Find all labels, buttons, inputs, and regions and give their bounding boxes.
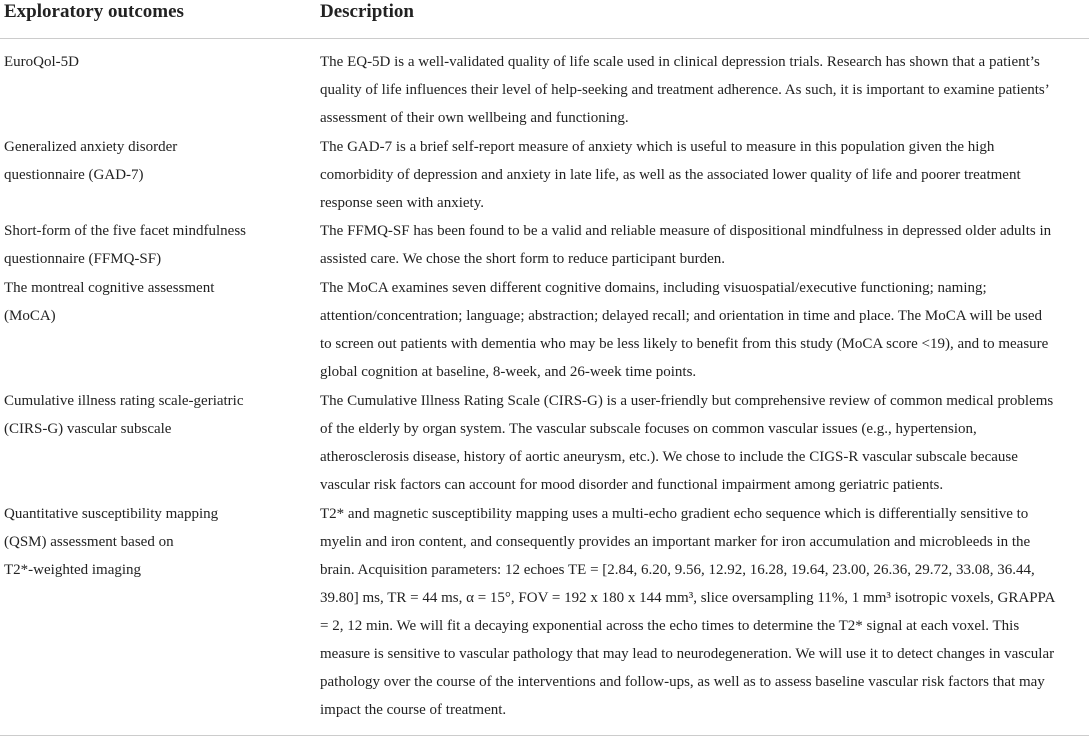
description-cell <box>320 387 1086 499</box>
description-line: 39.80] ms, TR = 44 ms, α = 15°, FOV = 192 x 180 x 144 mm³, slice oversampling 11%, 1 mm³ isotropic voxels, GRAPPA <box>320 590 1056 606</box>
outcome-cell <box>4 133 304 189</box>
description-line: myelin and iron content, and consequently provides an important marker for iron accumulation and microbleeds in the <box>320 534 1031 550</box>
outcome-line: Cumulative illness rating scale-geriatric <box>4 393 244 409</box>
description-line: The FFMQ-SF has been found to be a valid and reliable measure of dispositional mindfulness in depressed older adults in <box>320 223 1052 239</box>
description-line: pathology over the course of the interventions and follow-ups, as well as to assess baseline vascular risk factors that may <box>320 674 1045 690</box>
outcome-line: questionnaire (FFMQ-SF) <box>4 251 162 267</box>
description-line: T2* and magnetic susceptibility mapping uses a multi-echo gradient echo sequence which is differentially sensitive to <box>320 506 1029 522</box>
outcome-line: questionnaire (GAD-7) <box>4 167 144 183</box>
description-line: The EQ-5D is a well-validated quality of life scale used in clinical depression trials. Research has shown that a patient’s <box>320 54 1040 70</box>
description-line: atherosclerosis disease, history of aortic aneurysm, etc.). We chose to include the CIGS-R vascular subscale because <box>320 449 1018 465</box>
header-exploratory-outcomes: Exploratory outcomes <box>4 1 184 22</box>
outcome-line: (QSM) assessment based on <box>4 534 174 550</box>
description-line: vascular risk factors can account for mood disorder and functional impairment among geriatric patients. <box>320 477 944 493</box>
description-line: assisted care. We chose the short form to reduce participant burden. <box>320 251 726 267</box>
description-cell <box>320 48 1086 132</box>
description-cell <box>320 274 1086 386</box>
description-line: The MoCA examines seven different cognitive domains, including visuospatial/executive functioning; naming; <box>320 280 987 296</box>
description-line: to screen out patients with dementia who may be less likely to benefit from this study (MoCA score <19), and to measure <box>320 336 1049 352</box>
table-bottom-rule <box>0 735 1089 736</box>
description-line: impact the course of treatment. <box>320 702 507 718</box>
description-line: comorbidity of depression and anxiety in late life, as well as the associated lower quality of life and poorer treatment <box>320 167 1021 183</box>
outcome-cell <box>4 500 304 584</box>
outcome-line: (MoCA) <box>4 308 56 324</box>
outcome-line: EuroQol-5D <box>4 54 79 70</box>
description-line: The GAD-7 is a brief self-report measure of anxiety which is useful to measure in this population given the high <box>320 139 995 155</box>
description-cell <box>320 133 1086 217</box>
outcome-line: The montreal cognitive assessment <box>4 280 215 296</box>
description-cell <box>320 500 1086 724</box>
description-line: assessment of their own wellbeing and functioning. <box>320 110 629 126</box>
outcome-cell <box>4 48 304 76</box>
description-cell <box>320 217 1086 273</box>
table-header <box>0 0 1089 39</box>
outcome-cell <box>4 274 304 330</box>
description-line: = 2, 12 min. We will fit a decaying exponential across the echo times to determine the T2* signal at each voxel. This <box>320 618 1020 634</box>
header-description: Description <box>320 1 414 22</box>
outcome-cell <box>4 217 304 273</box>
outcome-line: Generalized anxiety disorder <box>4 139 178 155</box>
description-line: measure is sensitive to vascular pathology that may lead to neurodegeneration. We will use it to detect changes in vascular <box>320 646 1055 662</box>
description-line: attention/concentration; language; abstraction; delayed recall; and orientation in time and place. The MoCA will be used <box>320 308 1042 324</box>
description-line: of the elderly by organ system. The vascular subscale focuses on common vascular issues (e.g., hypertension, <box>320 421 977 437</box>
outcome-line: Quantitative susceptibility mapping <box>4 506 219 522</box>
description-line: brain. Acquisition parameters: 12 echoes TE = [2.84, 6.20, 9.56, 12.92, 16.28, 19.64, 23.00, 26.36, 29.72, 33.08, 36.44, <box>320 562 1035 578</box>
description-line: global cognition at baseline, 8-week, and 26-week time points. <box>320 364 697 380</box>
description-line: The Cumulative Illness Rating Scale (CIRS-G) is a user-friendly but comprehensive review of common medical problems <box>320 393 1054 409</box>
outcome-line: Short-form of the five facet mindfulness <box>4 223 247 239</box>
description-line: response seen with anxiety. <box>320 195 484 211</box>
outcome-line: (CIRS-G) vascular subscale <box>4 421 172 437</box>
outcome-line: T2*-weighted imaging <box>4 562 142 578</box>
description-line: quality of life influences their level of help-seeking and treatment adherence. As such, it is important to examine patients’ <box>320 82 1050 98</box>
outcome-cell <box>4 387 304 443</box>
